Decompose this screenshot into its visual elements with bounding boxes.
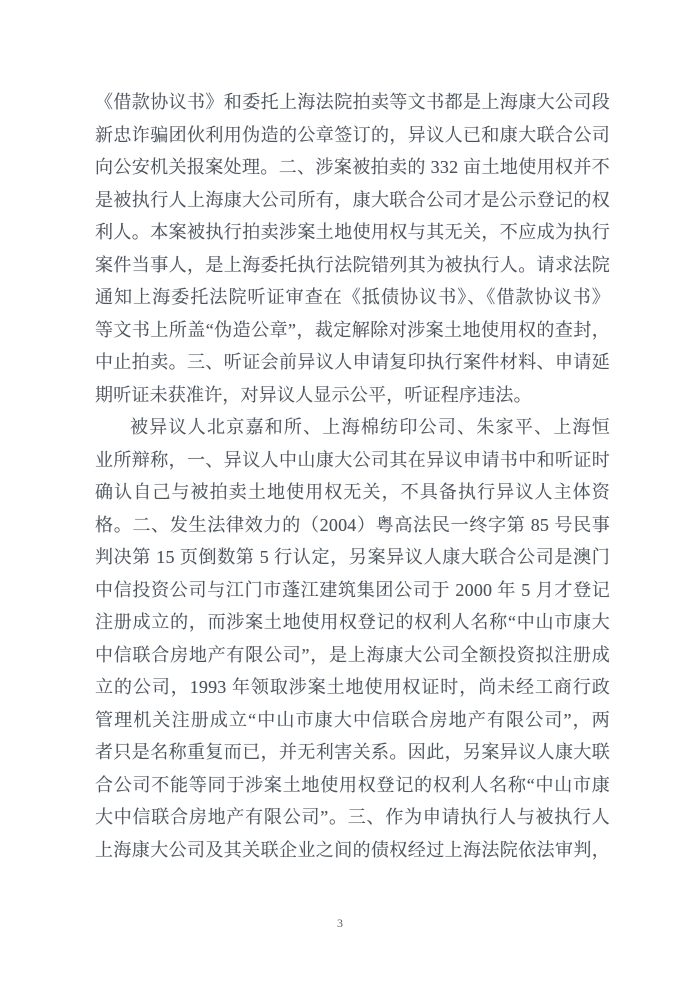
text-line: 中信投资公司与江门市蓬江建筑集团公司于 2000 年 5 月才登记 bbox=[95, 579, 610, 600]
text-line: 期听证未获准许，对异议人显示公平，听证程序违法。 bbox=[95, 384, 532, 405]
text-line: 大中信联合房地产有限公司”。三、作为申请执行人与被执行人 bbox=[95, 807, 610, 827]
text-line: 者只是名称重复而已，并无利害关系。因此，另案异议人康大联 bbox=[95, 742, 610, 762]
text-line: 被异议人北京嘉和所、上海棉纺印公司、朱家平、上海恒 bbox=[130, 417, 610, 437]
page-number: 3 bbox=[337, 916, 343, 930]
text-line: 利人。本案被执行拍卖涉案土地使用权与其无关，不应成为执行 bbox=[95, 222, 610, 242]
text-line: 中信联合房地产有限公司”，是上海康大公司全额投资拟注册成 bbox=[95, 644, 610, 665]
paragraph bbox=[95, 411, 610, 866]
text-line: 格。二、发生法律效力的（2004）粤高法民一终字第 85 号民事 bbox=[95, 514, 610, 535]
paragraph bbox=[95, 86, 610, 411]
text-line: 通知上海委托法院听证审查在《抵债协议书》、《借款协议书》 bbox=[95, 287, 610, 307]
text-line: 《借款协议书》和委托上海法院拍卖等文书都是上海康大公司段 bbox=[95, 92, 610, 112]
text-line: 案件当事人，是上海委托执行法院错列其为被执行人。请求法院 bbox=[95, 254, 610, 275]
text-line: 中止拍卖。三、听证会前异议人申请复印执行案件材料、申请延 bbox=[95, 352, 610, 372]
text-line: 合公司不能等同于涉案土地使用权登记的权利人名称“中山市康 bbox=[95, 774, 610, 795]
text-line: 注册成立的，而涉案土地使用权登记的权利人名称“中山市康大 bbox=[95, 612, 610, 632]
text-line: 新忠诈骗团伙利用伪造的公章签订的，异议人已和康大联合公司 bbox=[95, 124, 610, 145]
text-line: 管理机关注册成立“中山市康大中信联合房地产有限公司”，两 bbox=[95, 709, 610, 730]
text-line: 上海康大公司及其关联企业之间的债权经过上海法院依法审判， bbox=[95, 839, 610, 860]
text-line: 立的公司，1993 年领取涉案土地使用权证时，尚未经工商行政 bbox=[95, 677, 610, 697]
document-body bbox=[95, 86, 610, 866]
text-line: 判决第 15 页倒数第 5 行认定，另案异议人康大联合公司是澳门 bbox=[95, 547, 610, 567]
text-line: 业所辩称，一、异议人中山康大公司其在异议申请书中和听证时 bbox=[95, 449, 610, 470]
text-line: 是被执行人上海康大公司所有，康大联合公司才是公示登记的权 bbox=[95, 189, 610, 210]
text-line: 确认自己与被拍卖土地使用权无关，不具备执行异议人主体资 bbox=[95, 482, 610, 502]
text-line: 等文书上所盖“伪造公章”，裁定解除对涉案土地使用权的查封， bbox=[95, 319, 610, 340]
text-line: 向公安机关报案处理。二、涉案被拍卖的 332 亩土地使用权并不 bbox=[95, 157, 610, 177]
